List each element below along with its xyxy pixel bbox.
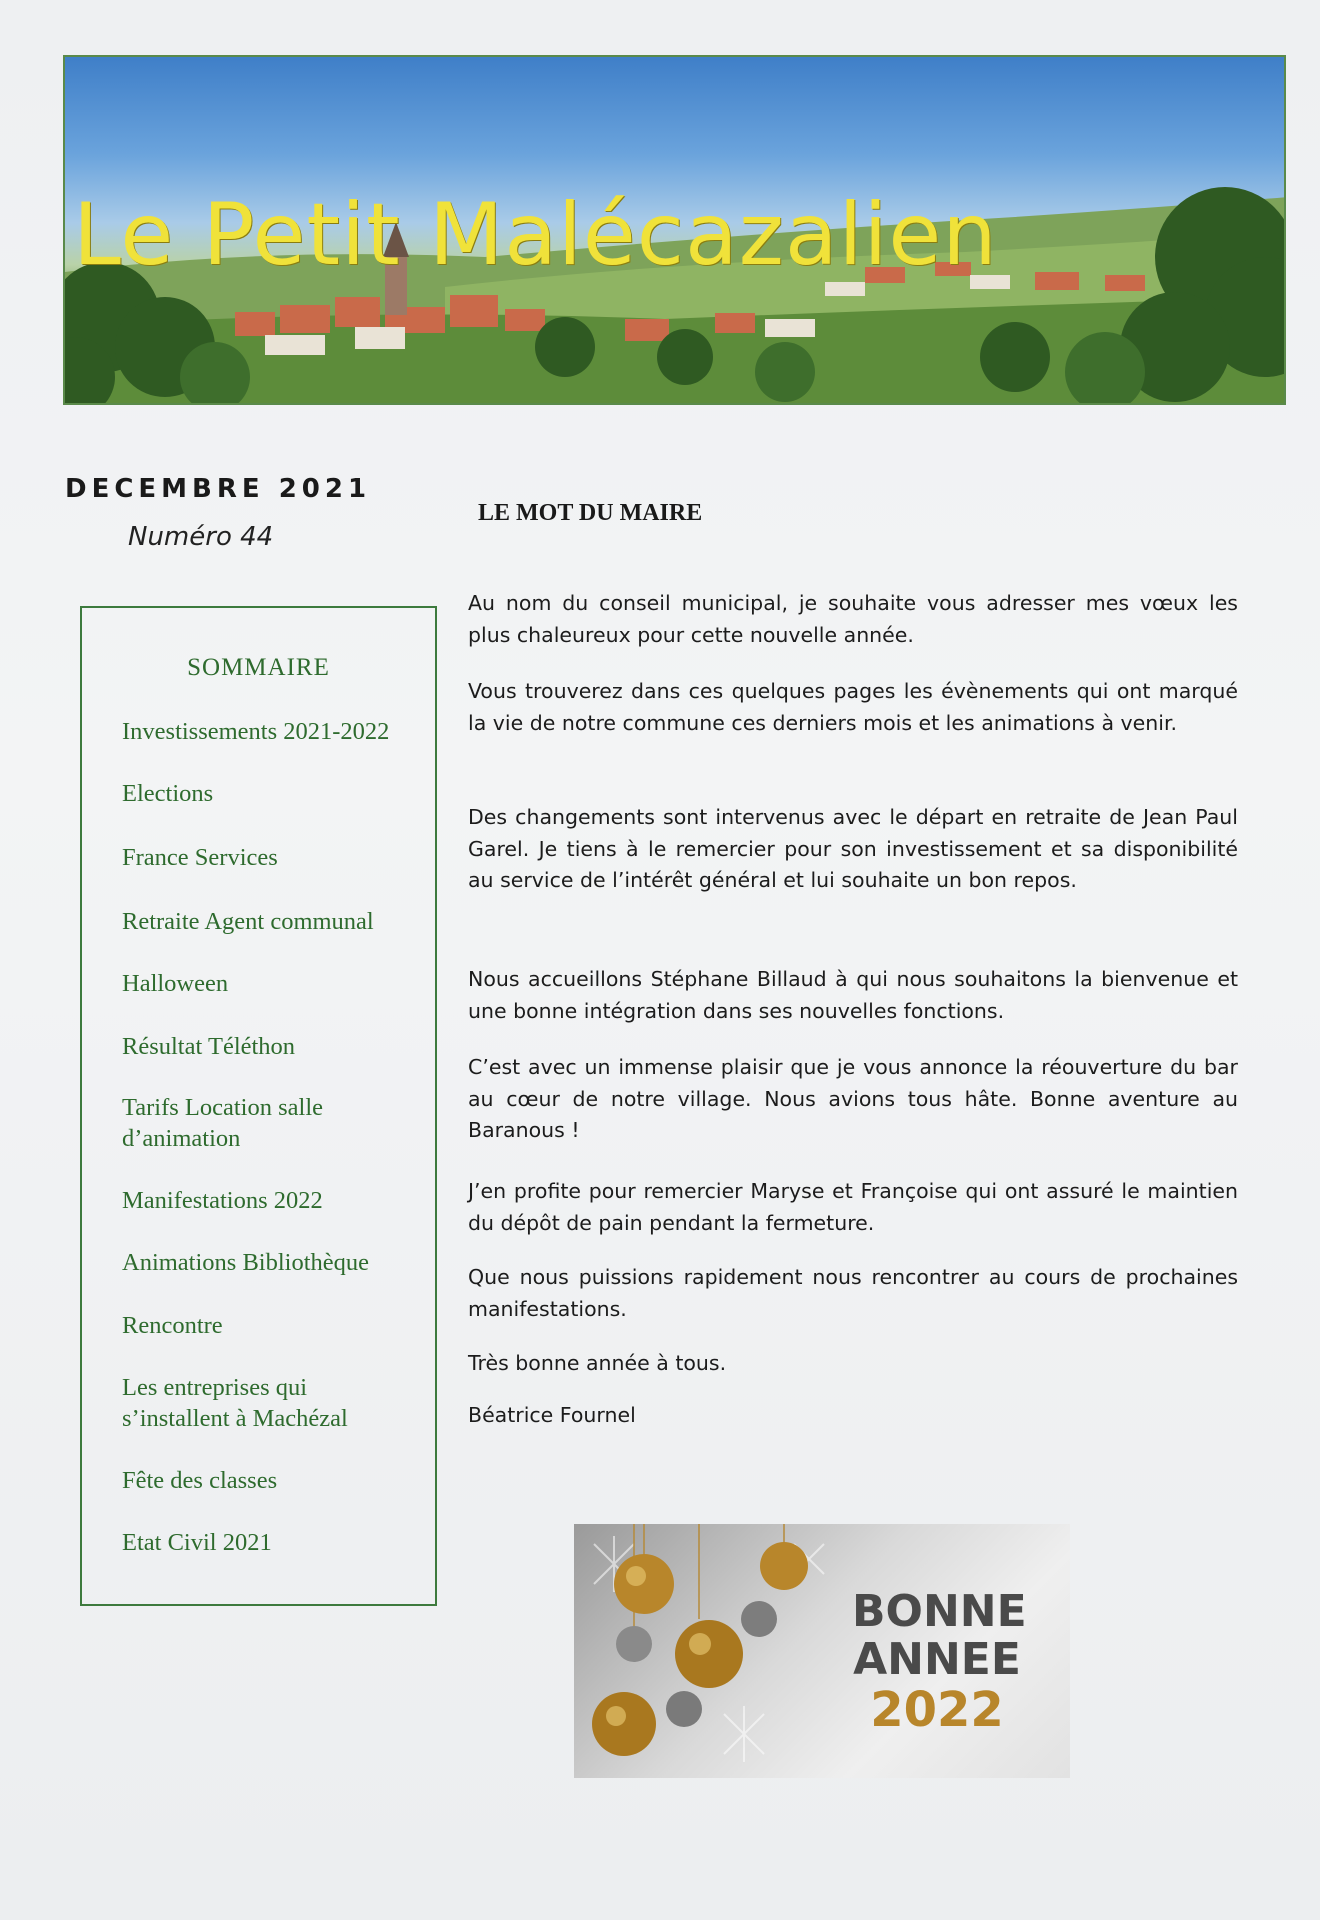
toc-item: Retraite Agent communal [122, 908, 374, 935]
sommaire-box [80, 606, 437, 1606]
issue-date: DECEMBRE 2021 [65, 474, 372, 504]
article-paragraph: C’est avec un immense plaisir que je vous annonce la réouverture du bar au cœur de notre village. Nous avions tous hâte. Bonne aventure au Baranous ! [468, 1055, 1238, 1142]
article-paragraph: Très bonne année à tous. [468, 1351, 727, 1375]
article-paragraph: Vous trouverez dans ces quelques pages les évènements qui ont marqué la vie de notre commune ces derniers mois et les animations à venir. [468, 679, 1238, 735]
card-line-annee: ANNEE [853, 1634, 1021, 1685]
toc-item: Rencontre [122, 1312, 223, 1339]
new-year-card [574, 1524, 1070, 1778]
issue-number: Numéro 44 [128, 522, 274, 552]
article-paragraph: Des changements sont intervenus avec le départ en retraite de Jean Paul Garel. Je tiens à le remercier pour son investissement et sa disponibilité au service de l’intérêt général et lui souhaite un bon repos. [468, 805, 1238, 892]
toc-item: Résultat Téléthon [122, 1033, 296, 1060]
article-paragraph: Que nous puissions rapidement nous rencontrer au cours de prochaines manifestations. [468, 1265, 1238, 1321]
article-paragraph: Nous accueillons Stéphane Billaud à qui nous souhaitons la bienvenue et une bonne intégration dans ses nouvelles fonctions. [468, 967, 1238, 1023]
newsletter-title: Le Petit Malécazalien [73, 185, 998, 285]
toc-item: Elections [122, 780, 214, 807]
header-banner [63, 55, 1286, 405]
article-title: LE MOT DU MAIRE [478, 500, 703, 526]
card-line-bonne: BONNE [852, 1586, 1027, 1637]
toc-item: Investissements 2021-2022 [122, 718, 390, 745]
toc-item: Etat Civil 2021 [122, 1529, 272, 1556]
toc-item: Halloween [122, 970, 229, 997]
toc-item: Manifestations 2022 [122, 1187, 323, 1214]
toc-item: Animations Bibliothèque [122, 1249, 370, 1276]
article-paragraph: Au nom du conseil municipal, je souhaite vous adresser mes vœux les plus chaleureux pour cette nouvelle année. [468, 591, 1238, 647]
article-paragraph: J’en profite pour remercier Maryse et Françoise qui ont assuré le maintien du dépôt de pain pendant la fermeture. [468, 1179, 1238, 1235]
toc-item: Les entreprises qui s’installent à Machézal [122, 1374, 348, 1432]
card-year: 2022 [870, 1682, 1004, 1738]
signature: Béatrice Fournel [468, 1403, 636, 1427]
toc-item: France Services [122, 844, 278, 871]
toc-item: Fête des classes [122, 1467, 278, 1494]
sommaire-title: SOMMAIRE [187, 654, 330, 681]
toc-item: Tarifs Location salle d’animation [122, 1094, 324, 1152]
